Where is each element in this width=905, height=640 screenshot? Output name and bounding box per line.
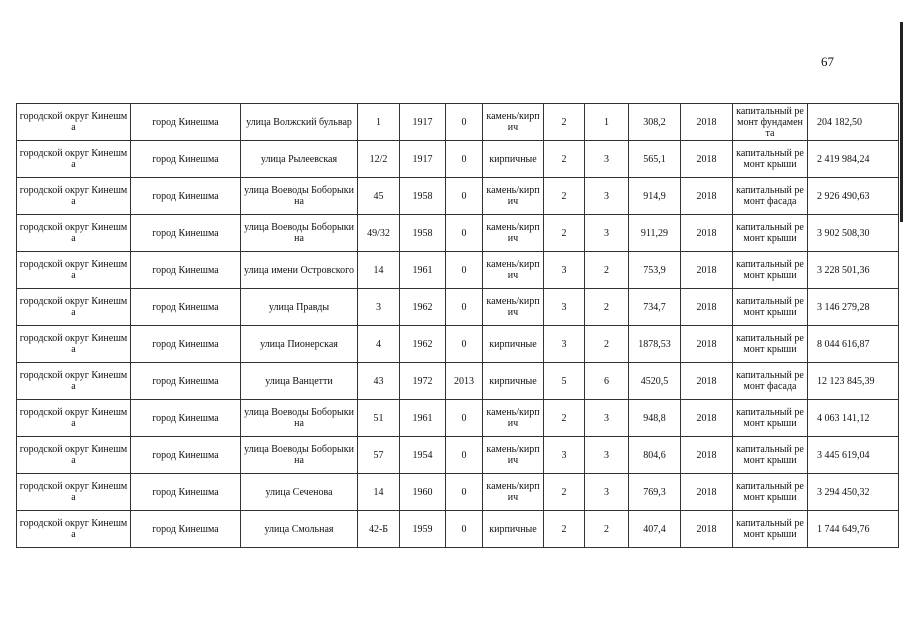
cost-cell: 8 044 616,87 <box>808 326 899 363</box>
entrances-cell: 3 <box>585 474 629 511</box>
floors-cell: 3 <box>544 437 585 474</box>
year-built-cell: 1917 <box>400 104 446 141</box>
year-renovated-cell: 0 <box>446 141 483 178</box>
area-cell: 1878,53 <box>629 326 681 363</box>
cost-cell: 204 182,50 <box>808 104 899 141</box>
year-renovated-cell: 0 <box>446 400 483 437</box>
work-type-cell: капитальный ремонт крыши <box>733 289 808 326</box>
page-number: 67 <box>821 54 834 69</box>
street-cell: улица Воеводы Боборыкина <box>241 178 358 215</box>
street-cell: улица Сеченова <box>241 474 358 511</box>
floors-cell: 2 <box>544 400 585 437</box>
entrances-cell: 3 <box>585 400 629 437</box>
wall-material-cell: камень/кирпич <box>483 437 544 474</box>
entrances-cell: 1 <box>585 104 629 141</box>
year-built-cell: 1960 <box>400 474 446 511</box>
area-cell: 948,8 <box>629 400 681 437</box>
street-cell: улица Смольная <box>241 511 358 548</box>
floors-cell: 5 <box>544 363 585 400</box>
city-cell: город Кинешма <box>131 511 241 548</box>
work-type-cell: капитальный ремонт крыши <box>733 252 808 289</box>
work-type-cell: капитальный ремонт крыши <box>733 511 808 548</box>
entrances-cell: 2 <box>585 511 629 548</box>
wall-material-cell: камень/кирпич <box>483 400 544 437</box>
plan-year-cell: 2018 <box>681 104 733 141</box>
cost-cell: 3 228 501,36 <box>808 252 899 289</box>
district-cell: городской округ Кинешма <box>17 289 131 326</box>
year-renovated-cell: 0 <box>446 252 483 289</box>
year-renovated-cell: 0 <box>446 178 483 215</box>
year-renovated-cell: 0 <box>446 104 483 141</box>
plan-year-cell: 2018 <box>681 289 733 326</box>
house-number-cell: 14 <box>358 252 400 289</box>
floors-cell: 3 <box>544 289 585 326</box>
work-type-cell: капитальный ремонт крыши <box>733 437 808 474</box>
plan-year-cell: 2018 <box>681 511 733 548</box>
cost-cell: 4 063 141,12 <box>808 400 899 437</box>
plan-year-cell: 2018 <box>681 178 733 215</box>
cost-cell: 1 744 649,76 <box>808 511 899 548</box>
city-cell: город Кинешма <box>131 400 241 437</box>
area-cell: 804,6 <box>629 437 681 474</box>
district-cell: городской округ Кинешма <box>17 252 131 289</box>
house-number-cell: 4 <box>358 326 400 363</box>
plan-year-cell: 2018 <box>681 215 733 252</box>
house-number-cell: 14 <box>358 474 400 511</box>
entrances-cell: 2 <box>585 289 629 326</box>
table-row <box>17 511 899 548</box>
house-number-cell: 49/32 <box>358 215 400 252</box>
floors-cell: 2 <box>544 474 585 511</box>
city-cell: город Кинешма <box>131 289 241 326</box>
entrances-cell: 3 <box>585 215 629 252</box>
table-row <box>17 474 899 511</box>
table-row <box>17 289 899 326</box>
area-cell: 407,4 <box>629 511 681 548</box>
street-cell: улица имени Островского <box>241 252 358 289</box>
plan-year-cell: 2018 <box>681 141 733 178</box>
entrances-cell: 6 <box>585 363 629 400</box>
street-cell: улица Воеводы Боборыкина <box>241 215 358 252</box>
cost-cell: 12 123 845,39 <box>808 363 899 400</box>
city-cell: город Кинешма <box>131 104 241 141</box>
district-cell: городской округ Кинешма <box>17 474 131 511</box>
wall-material-cell: кирпичные <box>483 511 544 548</box>
year-built-cell: 1961 <box>400 252 446 289</box>
area-cell: 753,9 <box>629 252 681 289</box>
house-number-cell: 42-Б <box>358 511 400 548</box>
district-cell: городской округ Кинешма <box>17 104 131 141</box>
cost-cell: 3 146 279,28 <box>808 289 899 326</box>
city-cell: город Кинешма <box>131 326 241 363</box>
street-cell: улица Волжский бульвар <box>241 104 358 141</box>
year-renovated-cell: 0 <box>446 437 483 474</box>
street-cell: улица Рылеевская <box>241 141 358 178</box>
year-renovated-cell: 0 <box>446 474 483 511</box>
area-cell: 911,29 <box>629 215 681 252</box>
year-renovated-cell: 2013 <box>446 363 483 400</box>
district-cell: городской округ Кинешма <box>17 215 131 252</box>
house-number-cell: 3 <box>358 289 400 326</box>
district-cell: городской округ Кинешма <box>17 363 131 400</box>
year-built-cell: 1958 <box>400 215 446 252</box>
entrances-cell: 2 <box>585 252 629 289</box>
house-number-cell: 57 <box>358 437 400 474</box>
street-cell: улица Ванцетти <box>241 363 358 400</box>
year-built-cell: 1959 <box>400 511 446 548</box>
cost-cell: 2 419 984,24 <box>808 141 899 178</box>
wall-material-cell: кирпичные <box>483 141 544 178</box>
wall-material-cell: камень/кирпич <box>483 104 544 141</box>
work-type-cell: капитальный ремонт крыши <box>733 326 808 363</box>
district-cell: городской округ Кинешма <box>17 511 131 548</box>
year-built-cell: 1962 <box>400 326 446 363</box>
area-cell: 769,3 <box>629 474 681 511</box>
district-cell: городской округ Кинешма <box>17 437 131 474</box>
floors-cell: 2 <box>544 215 585 252</box>
area-cell: 4520,5 <box>629 363 681 400</box>
city-cell: город Кинешма <box>131 474 241 511</box>
entrances-cell: 2 <box>585 326 629 363</box>
street-cell: улица Пионерская <box>241 326 358 363</box>
street-cell: улица Воеводы Боборыкина <box>241 400 358 437</box>
table-row <box>17 252 899 289</box>
wall-material-cell: кирпичные <box>483 363 544 400</box>
cost-cell: 3 294 450,32 <box>808 474 899 511</box>
table-row <box>17 363 899 400</box>
district-cell: городской округ Кинешма <box>17 326 131 363</box>
house-number-cell: 43 <box>358 363 400 400</box>
plan-year-cell: 2018 <box>681 400 733 437</box>
table-row <box>17 326 899 363</box>
city-cell: город Кинешма <box>131 252 241 289</box>
house-number-cell: 45 <box>358 178 400 215</box>
work-type-cell: капитальный ремонт крыши <box>733 400 808 437</box>
table-row <box>17 141 899 178</box>
wall-material-cell: кирпичные <box>483 326 544 363</box>
area-cell: 734,7 <box>629 289 681 326</box>
year-built-cell: 1962 <box>400 289 446 326</box>
scan-edge-mark <box>900 22 903 222</box>
wall-material-cell: камень/кирпич <box>483 289 544 326</box>
year-renovated-cell: 0 <box>446 511 483 548</box>
wall-material-cell: камень/кирпич <box>483 252 544 289</box>
city-cell: город Кинешма <box>131 363 241 400</box>
city-cell: город Кинешма <box>131 437 241 474</box>
work-type-cell: капитальный ремонт фундамента <box>733 104 808 141</box>
table-row <box>17 178 899 215</box>
street-cell: улица Правды <box>241 289 358 326</box>
district-cell: городской округ Кинешма <box>17 141 131 178</box>
district-cell: городской округ Кинешма <box>17 400 131 437</box>
plan-year-cell: 2018 <box>681 437 733 474</box>
plan-year-cell: 2018 <box>681 474 733 511</box>
house-number-cell: 1 <box>358 104 400 141</box>
cost-cell: 3 902 508,30 <box>808 215 899 252</box>
year-renovated-cell: 0 <box>446 289 483 326</box>
year-built-cell: 1972 <box>400 363 446 400</box>
wall-material-cell: камень/кирпич <box>483 178 544 215</box>
year-built-cell: 1954 <box>400 437 446 474</box>
floors-cell: 2 <box>544 511 585 548</box>
entrances-cell: 3 <box>585 437 629 474</box>
work-type-cell: капитальный ремонт крыши <box>733 215 808 252</box>
house-number-cell: 51 <box>358 400 400 437</box>
year-built-cell: 1917 <box>400 141 446 178</box>
city-cell: город Кинешма <box>131 215 241 252</box>
floors-cell: 3 <box>544 326 585 363</box>
plan-year-cell: 2018 <box>681 326 733 363</box>
area-cell: 565,1 <box>629 141 681 178</box>
year-built-cell: 1958 <box>400 178 446 215</box>
floors-cell: 2 <box>544 141 585 178</box>
plan-year-cell: 2018 <box>681 363 733 400</box>
work-type-cell: капитальный ремонт крыши <box>733 474 808 511</box>
district-cell: городской округ Кинешма <box>17 178 131 215</box>
table-row <box>17 215 899 252</box>
area-cell: 914,9 <box>629 178 681 215</box>
street-cell: улица Воеводы Боборыкина <box>241 437 358 474</box>
city-cell: город Кинешма <box>131 141 241 178</box>
plan-year-cell: 2018 <box>681 252 733 289</box>
cost-cell: 3 445 619,04 <box>808 437 899 474</box>
year-renovated-cell: 0 <box>446 215 483 252</box>
table-row <box>17 104 899 141</box>
table-row <box>17 437 899 474</box>
work-type-cell: капитальный ремонт крыши <box>733 141 808 178</box>
year-renovated-cell: 0 <box>446 326 483 363</box>
floors-cell: 2 <box>544 178 585 215</box>
wall-material-cell: камень/кирпич <box>483 215 544 252</box>
work-type-cell: капитальный ремонт фасада <box>733 363 808 400</box>
table-body <box>17 104 899 548</box>
house-number-cell: 12/2 <box>358 141 400 178</box>
table-row <box>17 400 899 437</box>
wall-material-cell: камень/кирпич <box>483 474 544 511</box>
floors-cell: 3 <box>544 252 585 289</box>
city-cell: город Кинешма <box>131 178 241 215</box>
year-built-cell: 1961 <box>400 400 446 437</box>
entrances-cell: 3 <box>585 141 629 178</box>
housing-repair-table <box>16 103 899 548</box>
floors-cell: 2 <box>544 104 585 141</box>
area-cell: 308,2 <box>629 104 681 141</box>
work-type-cell: капитальный ремонт фасада <box>733 178 808 215</box>
entrances-cell: 3 <box>585 178 629 215</box>
cost-cell: 2 926 490,63 <box>808 178 899 215</box>
